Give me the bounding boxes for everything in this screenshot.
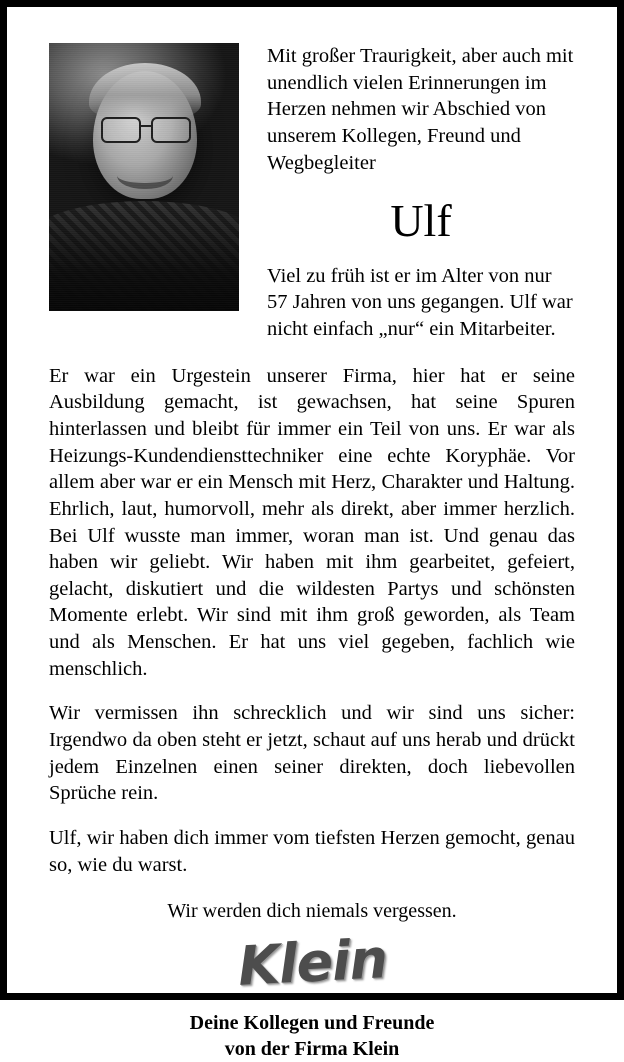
glasses-icon — [101, 117, 191, 139]
notice-inner — [7, 7, 617, 1061]
portrait-smile — [117, 161, 173, 189]
signoff-line-1: Deine Kollegen und Freunde — [189, 1012, 435, 1035]
closing-line: Wir werden dich niemals vergessen. — [167, 900, 457, 923]
portrait-shoulders — [49, 201, 239, 311]
signoff-line-2: von der Firma Klein — [224, 1038, 400, 1061]
signoff-block — [49, 1010, 575, 1062]
body-text — [49, 363, 575, 879]
body-paragraph-3: Ulf, wir haben dich immer vom tiefsten Herzen gemocht, genau so, wie du warst. — [49, 826, 575, 876]
company-signature: Klein — [235, 927, 389, 999]
deceased-name: Ulf — [390, 195, 452, 247]
body-paragraph-1: Er war ein Urgestein unserer Firma, hier hat er seine Ausbildung gemacht, ist gewachsen, hat seine Spuren hinterlassen und bleibt für immer ein Teil von uns. Er war als Heizungs-Kundendiensttechniker eine echte Koryphäe. Vor allem aber war er ein Mensch mit Herz, Charakter und Haltung. Ehrlich, laut, humorvoll, mehr als direkt, aber immer herzlich. Bei Ulf wusste man immer, woran man ist. Und genau das haben wir geliebt. Wir haben mit ihm gearbeitet, gefeiert, gelacht, diskutiert und die wildesten Partys und schönsten Momente erlebt. Wir sind mit ihm groß geworden, als Team und als Menschen. Er hat uns viel gegeben, fachlich wie menschlich. — [49, 364, 575, 680]
top-text-block — [267, 43, 575, 343]
glasses-right-lens — [151, 117, 191, 143]
top-section — [49, 43, 575, 343]
body-paragraph-2: Wir vermissen ihn schrecklich und wir sind uns sicher: Irgendwo da oben steht er jetzt, schaut auf uns herab und drückt jedem Einzelnen einen seiner direkten, doch liebevollen Sprüche rein. — [49, 702, 575, 805]
subnote-paragraph: Viel zu früh ist er im Alter von nur 57 Jahren von uns gegangen. Ulf war nicht einfach „nur“ ein Mitarbeiter. — [267, 264, 573, 341]
glasses-left-lens — [101, 117, 141, 143]
signature-area — [49, 927, 575, 999]
lede-paragraph: Mit großer Traurigkeit, aber auch mit unendlich vielen Erinnerungen im Herzen nehmen wir Abschied von unserem Kollegen, Freund und Wegbegleiter — [267, 45, 574, 174]
portrait-photo — [49, 43, 239, 311]
